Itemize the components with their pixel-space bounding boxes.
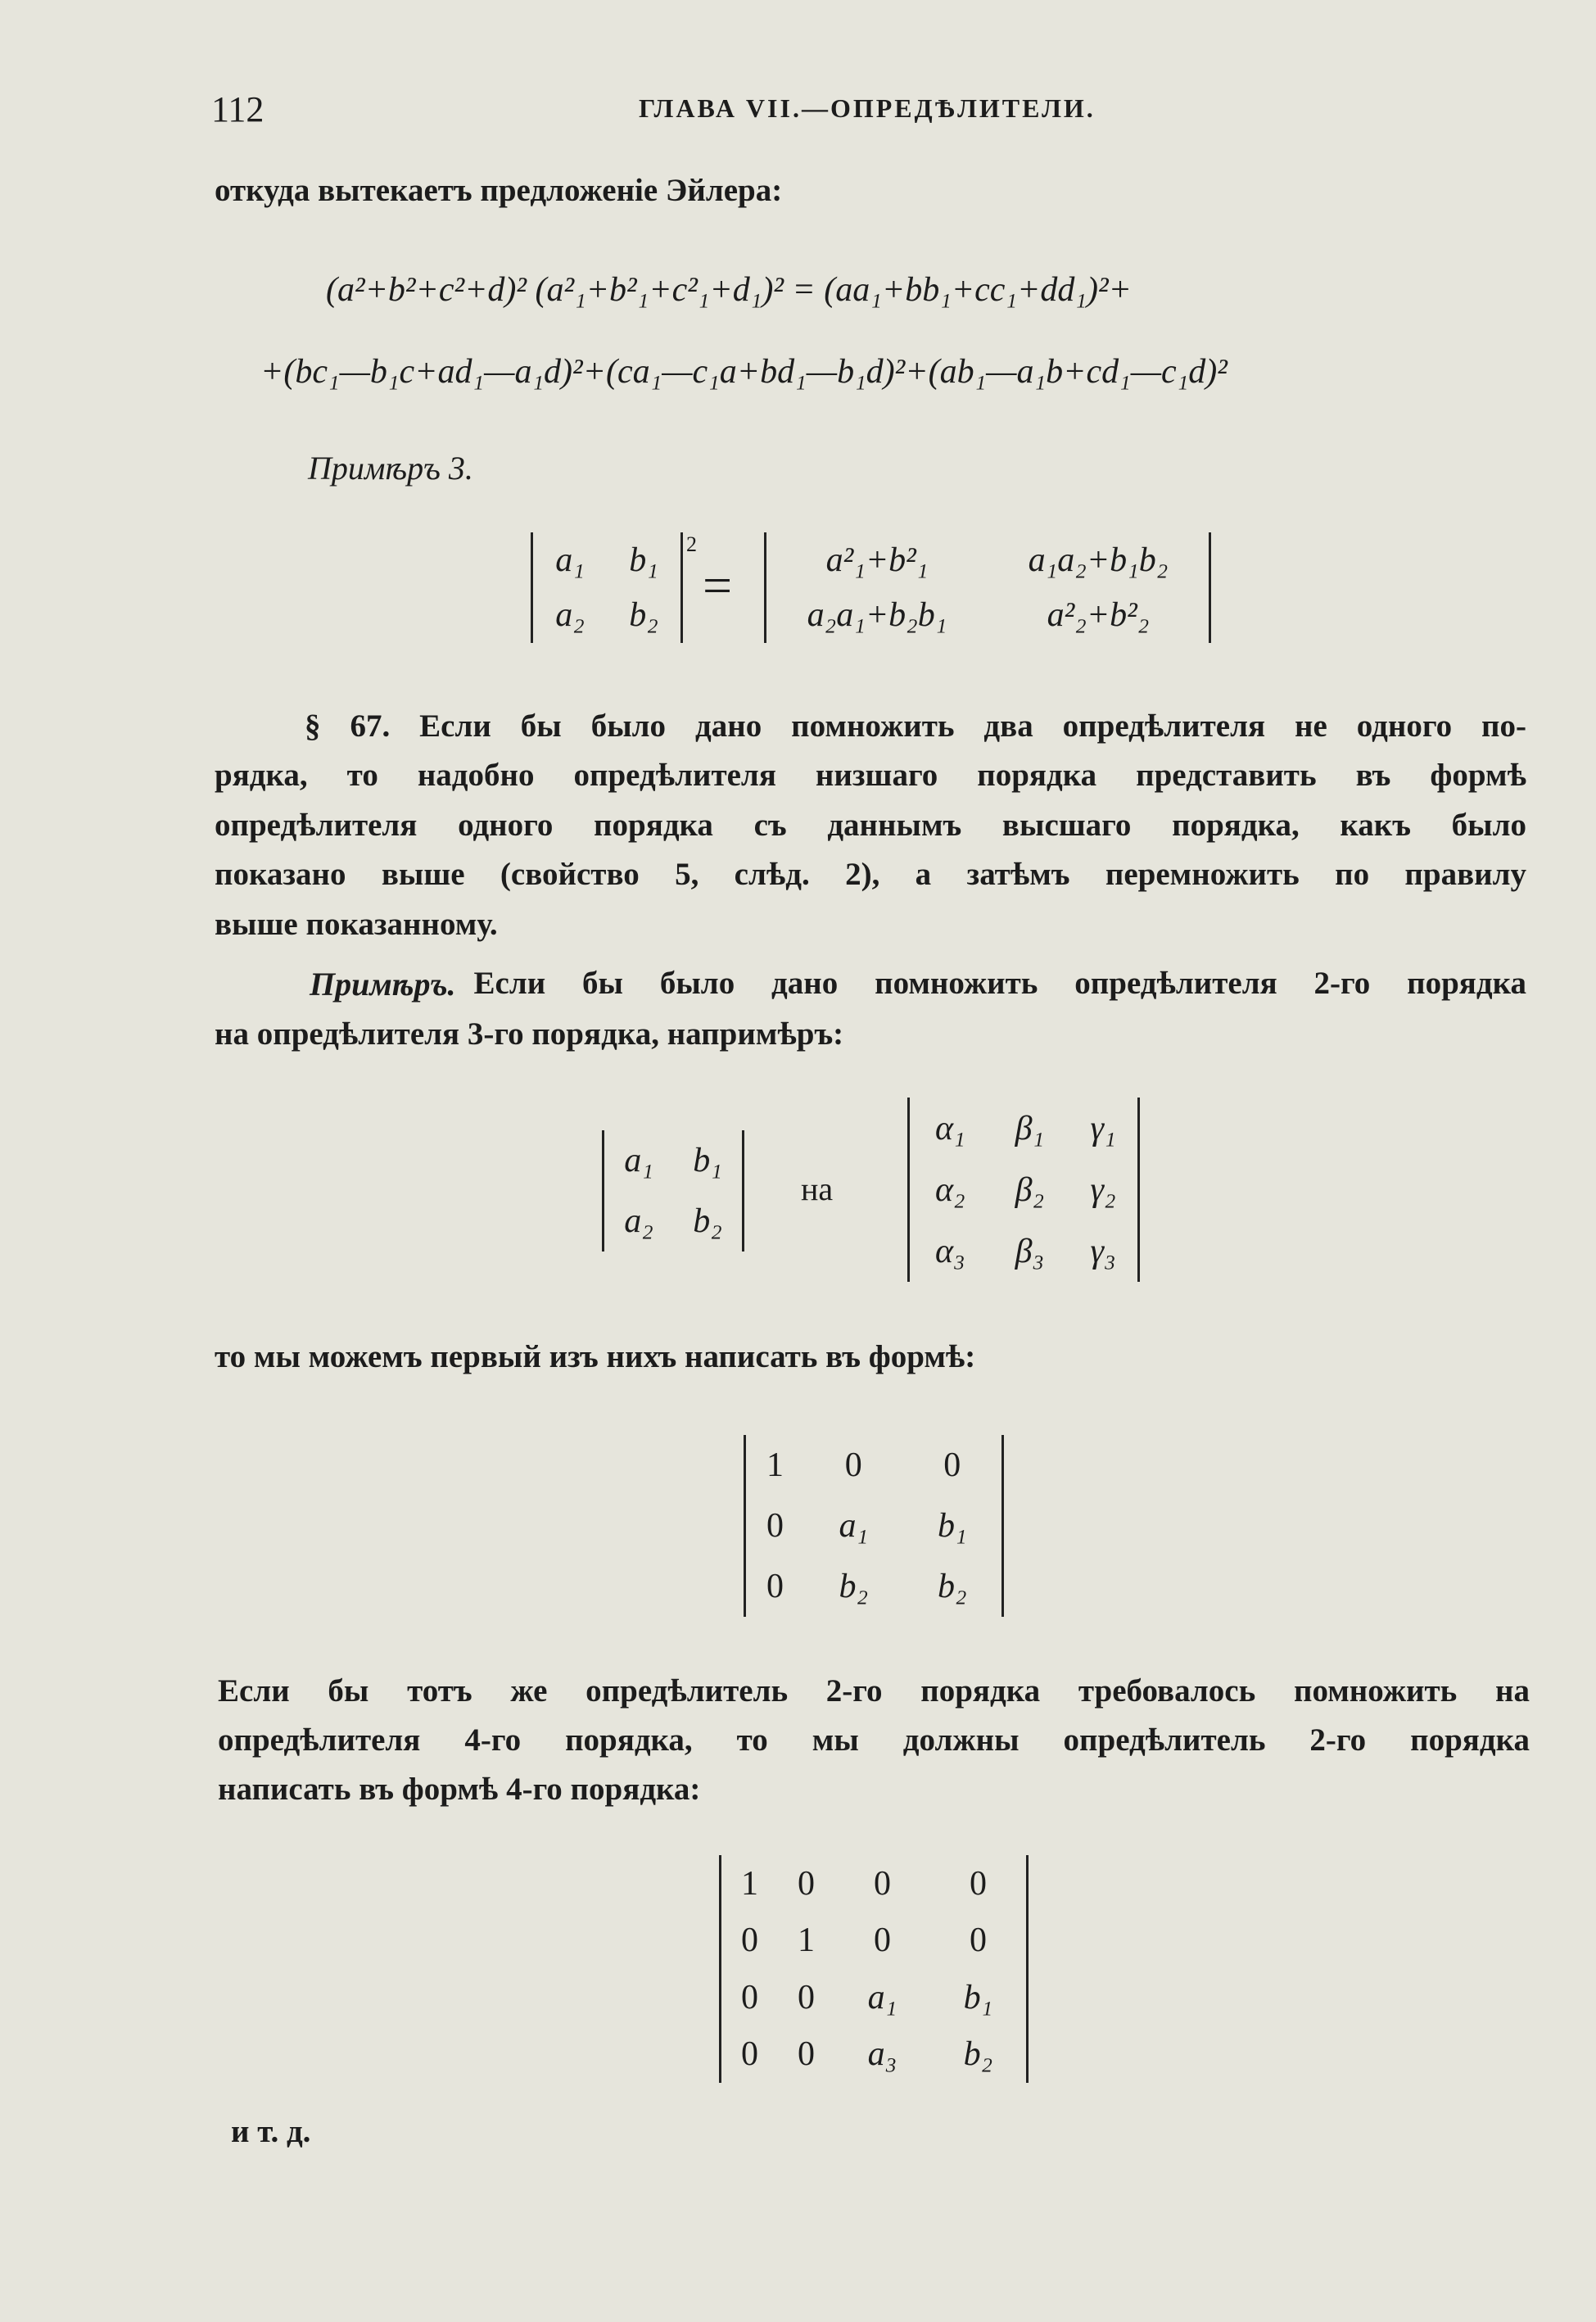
chapter-header: ГЛАВА VII.—ОПРЕДѢЛИТЕЛИ. [639, 93, 1096, 123]
example-3-right-determinant [764, 532, 1211, 643]
det-cell: 0 [797, 1978, 815, 2016]
det-cell: a₂ [624, 1202, 653, 1240]
det-cell: b₂ [693, 1202, 722, 1240]
det-cell: a₂a₁+b₂b₁ [807, 596, 947, 635]
det-cell: 1 [797, 1921, 815, 1960]
intro-line: откуда вытекаетъ предложеніе Эйлера: [215, 173, 783, 208]
section-67-line-1: § 67. Если бы было дано помножить два опредѣлителя не одного по- [305, 708, 1526, 744]
det-cell: 0 [873, 1864, 891, 1903]
euler-formula-line-1: (a²+b²+c²+d)² (a²₁+b²₁+c²₁+d₁)² = (aa₁+bb₁+cc₁+dd₁)²+ [326, 271, 1132, 309]
para-4-line-2: опредѣлителя 4-го порядка, то мы должны опредѣлитель 2-го порядка [218, 1722, 1530, 1758]
det-cell: b₁ [693, 1142, 722, 1179]
det-cell: 0 [797, 1864, 815, 1903]
det-cell: γ₃ [1090, 1232, 1116, 1270]
example-3-exponent: 2 [686, 532, 697, 556]
example-line-1 [310, 965, 1526, 1003]
det-cell: a₁ [867, 1978, 897, 2016]
det-cell: α₃ [934, 1232, 965, 1270]
section-67-line-3: опредѣлителя одного порядка съ даннымъ высшаго порядка, какъ было [215, 808, 1526, 843]
example-connector: на [801, 1170, 834, 1207]
det-cell: 0 [740, 1921, 758, 1960]
det-cell: 0 [766, 1568, 784, 1605]
det-cell: β₂ [1015, 1170, 1045, 1209]
para-4-line-1: Если бы тотъ же опредѣлитель 2-го порядка требовалось помножить на [218, 1673, 1530, 1709]
det-cell: 0 [766, 1507, 784, 1545]
det-cell: 0 [969, 1921, 987, 1960]
det-cell: 0 [873, 1921, 891, 1960]
det-cell: b₂ [839, 1568, 869, 1605]
section-67-line-4: показано выше (свойство 5, слѣд. 2), а затѣмъ перемножить по правилу [215, 857, 1526, 892]
example-3-equals-sign: = [703, 556, 733, 614]
det-cell: γ₁ [1090, 1109, 1116, 1147]
det-cell: 1 [740, 1864, 758, 1903]
det-cell: β₃ [1015, 1232, 1045, 1270]
det-cell: a²₁+b²₁ [825, 541, 929, 579]
example-3-left-determinant [531, 532, 683, 643]
det-cell: b₁ [963, 1978, 993, 2016]
det-cell: 0 [797, 2035, 815, 2074]
det-cell: b₂ [963, 2035, 993, 2074]
example-det-2x2 [602, 1130, 744, 1252]
det-cell: a²₂+b²₂ [1047, 596, 1150, 635]
example-label: Примѣръ. [310, 966, 456, 1003]
page-number: 112 [211, 89, 264, 129]
det-cell: a₁ [555, 541, 585, 579]
determinant-3x3 [744, 1435, 1004, 1617]
determinant-4x4 [719, 1855, 1029, 2083]
det-cell: a₁ [624, 1142, 653, 1179]
det-cell: b₁ [629, 541, 658, 579]
para-4-line-3: написать въ формѣ 4-го порядка: [218, 1772, 701, 1807]
det-cell: β₁ [1015, 1109, 1045, 1147]
ending-text: и т. д. [231, 2114, 311, 2149]
det-cell: 0 [740, 2035, 758, 2074]
section-67-line-2: рядка, то надобно опредѣлителя низшаго порядка представить въ формѣ [215, 758, 1526, 793]
example-det-3x3-greek [907, 1098, 1140, 1282]
det-cell: a₁ [839, 1507, 869, 1545]
euler-formula-line-2: +(bc₁—b₁c+ad₁—a₁d)²+(ca₁—c₁a+bd₁—b₁d)²+(ab₁—a₁b+cd₁—c₁d)² [260, 353, 1228, 391]
det-cell: a₃ [867, 2035, 897, 2074]
det-cell: 0 [844, 1446, 862, 1484]
det-cell: a₂ [555, 596, 585, 635]
det-cell: γ₂ [1090, 1170, 1116, 1209]
det-cell: 0 [943, 1446, 961, 1484]
section-67-line-5: выше показанному. [215, 907, 498, 942]
det-cell: b₂ [937, 1568, 967, 1605]
det-cell: b₂ [629, 596, 658, 635]
det-cell: b₁ [937, 1507, 967, 1545]
det-cell: α₁ [934, 1109, 965, 1147]
example-line-1-text: Если бы было дано помножить опредѣлителя 2-го порядка [473, 966, 1526, 1001]
example-line-2: на опредѣлителя 3-го порядка, напримѣръ: [215, 1016, 844, 1052]
det-cell: 0 [740, 1978, 758, 2016]
det-cell: a₁a₂+b₁b₂ [1028, 541, 1169, 579]
example-3-label: Примѣръ 3. [308, 450, 473, 487]
det-cell: 0 [969, 1864, 987, 1903]
det-cell: α₂ [934, 1170, 965, 1209]
form-line: то мы можемъ первый изъ нихъ написать въ формѣ: [215, 1339, 976, 1374]
det-cell: 1 [766, 1446, 784, 1484]
